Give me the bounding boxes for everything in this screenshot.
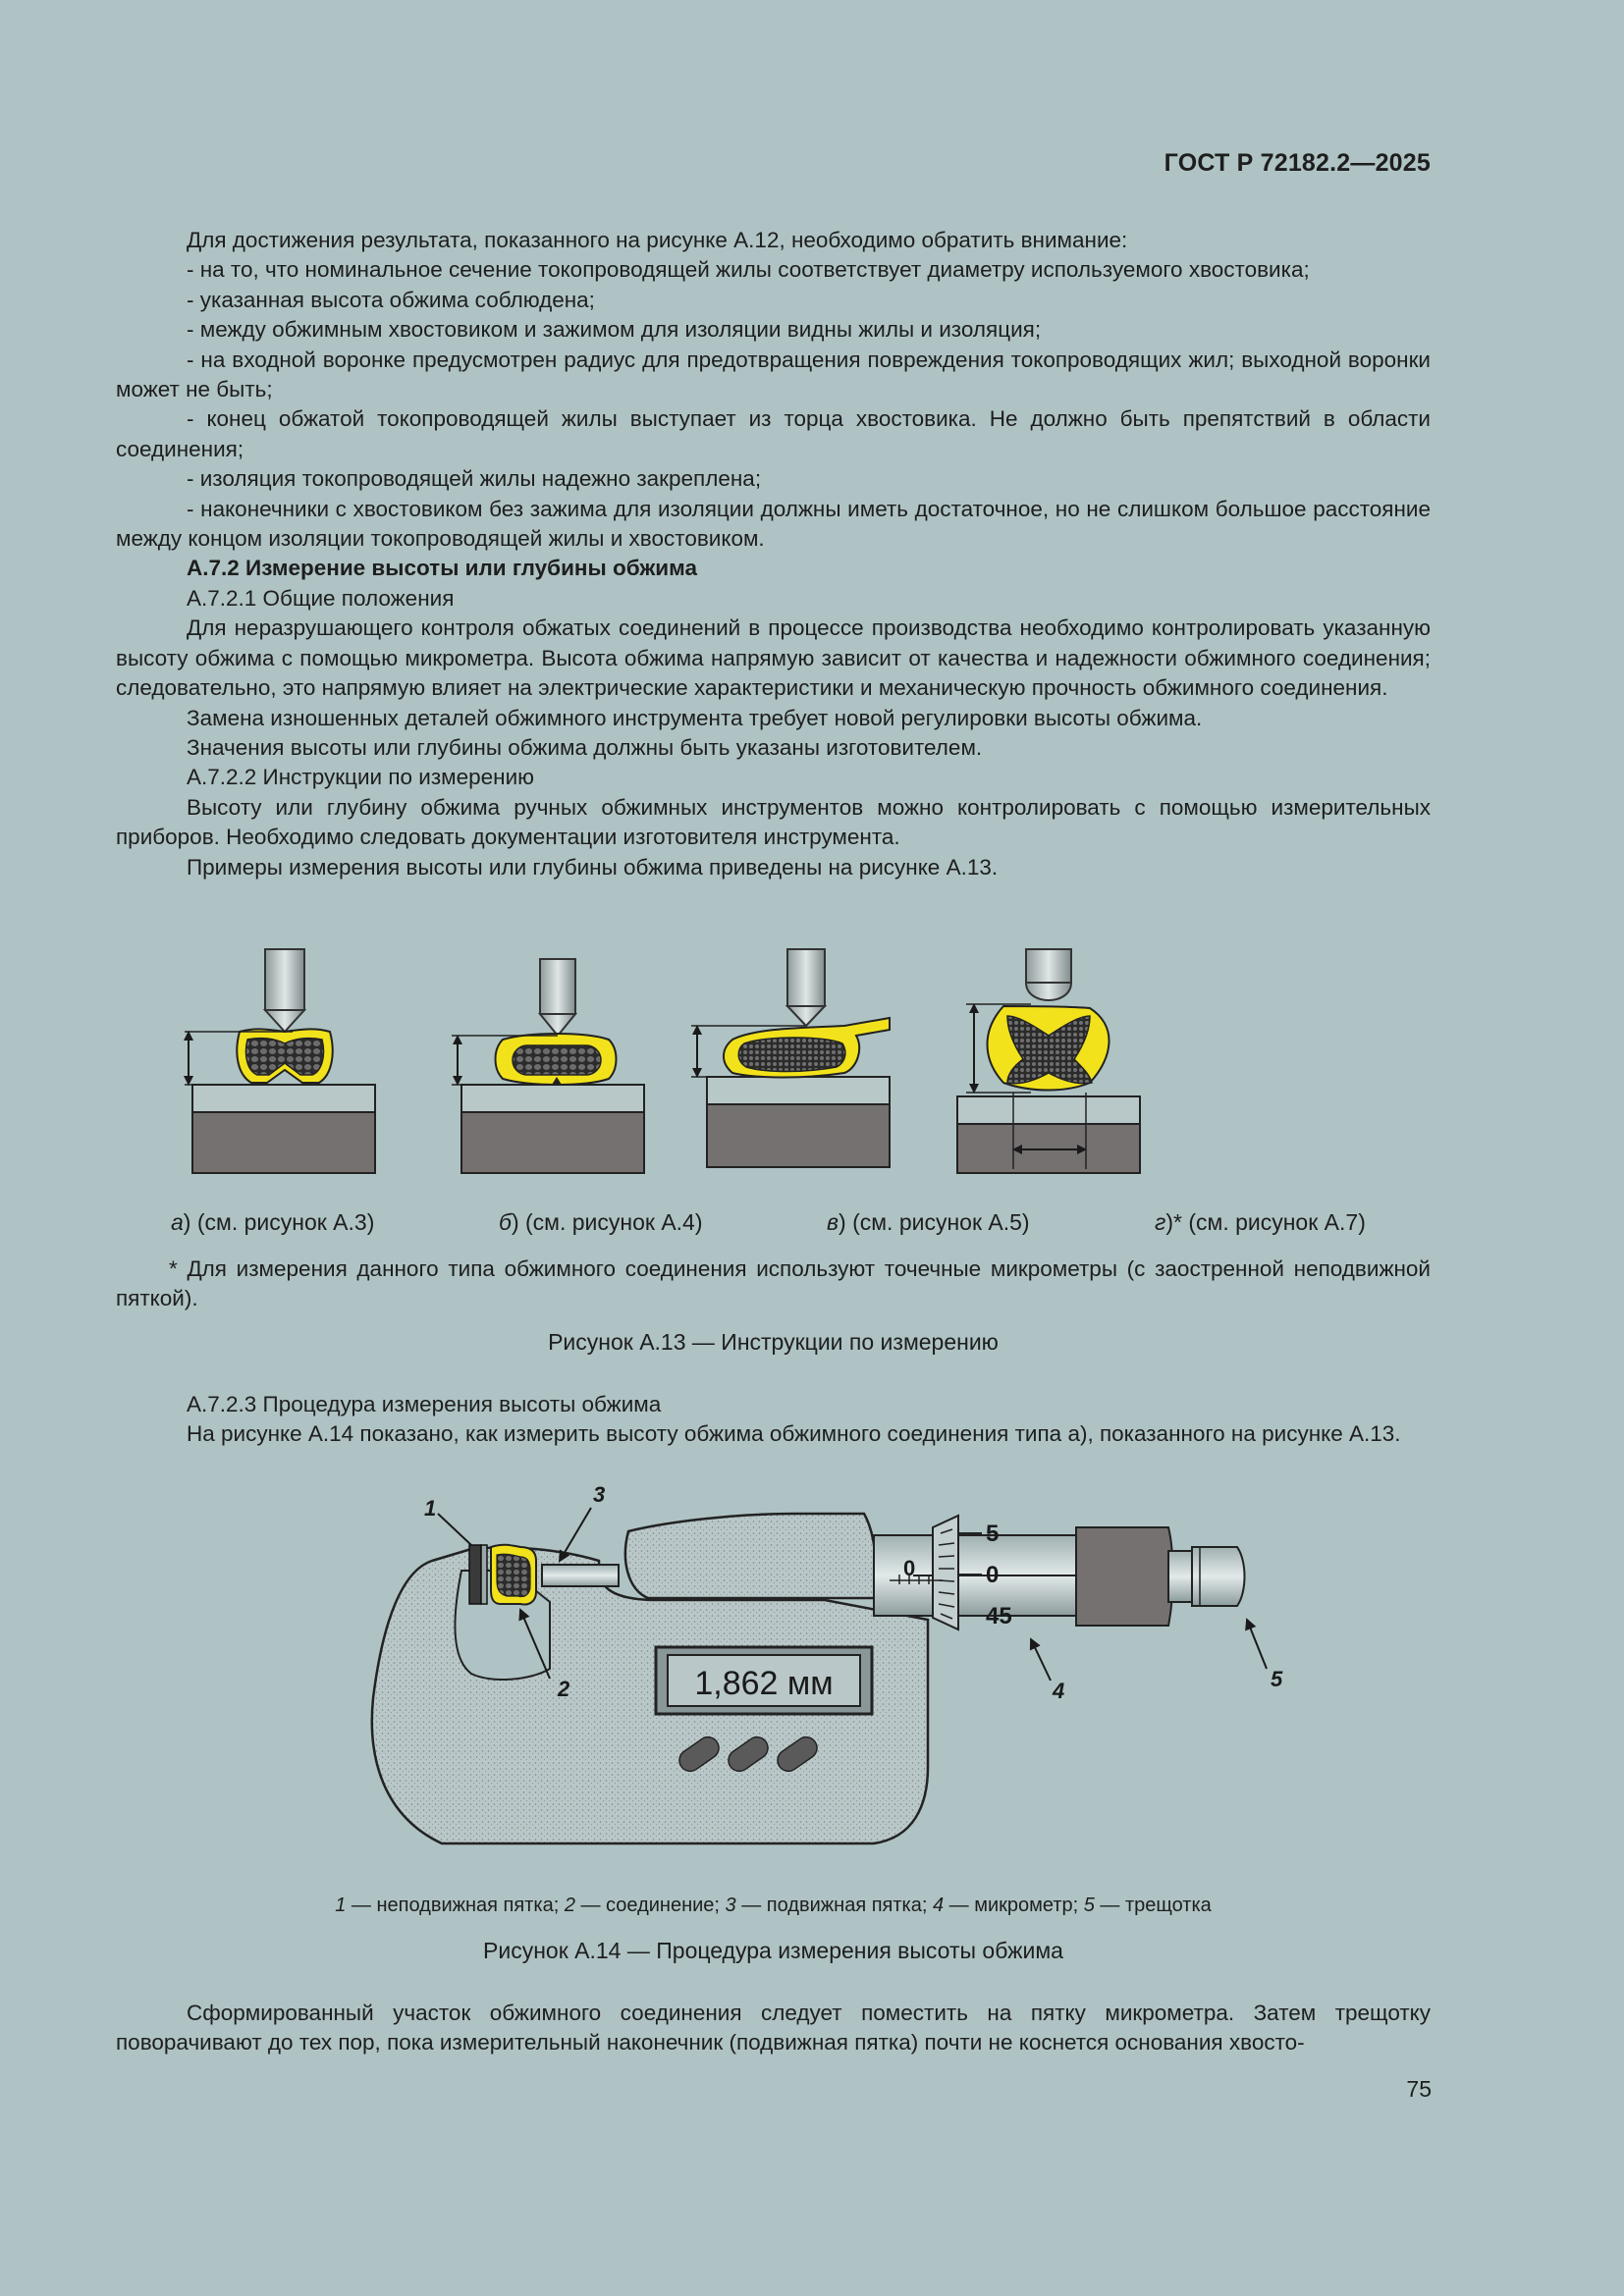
thimble-scale-label: 45 — [986, 1603, 1012, 1629]
figure-13-caption-b: б) (см. рисунок А.4) — [499, 1209, 703, 1235]
section-heading: А.7.2 Измерение высоты или глубины обжима — [187, 556, 697, 581]
section-1 — [116, 226, 1431, 882]
paragraph: Сформированный участок обжимного соединения следует поместить на пятку микрометра. Затем трещотку поворачивают до тех пор, пока измерительный наконечник (подвижная пятка) почти не коснется основания хвосто- — [116, 2001, 1431, 2056]
micrometer-display: 1,862 мм — [694, 1665, 834, 1702]
crimp-type-c — [691, 949, 890, 1167]
list-item: - конец обжатой токопроводящей жилы выступает из торца хвостовика. Не должно быть препятствий в области соединения; — [116, 406, 1431, 461]
figure-13-footnote: * Для измерения данного типа обжимного соединения используют точечные микрометры (с заостренной неподвижной пяткой). — [116, 1256, 1431, 1311]
figure-13-caption-a: а) (см. рисунок А.3) — [171, 1209, 375, 1235]
list-item: - на входной воронке предусмотрен радиус для предотвращения повреждения токопроводящих жил; выходной воронки может не быть; — [116, 347, 1431, 402]
crimp-type-a — [185, 949, 375, 1173]
figure-13-drawing — [118, 937, 1414, 1183]
subsection-heading: А.7.2.3 Процедура измерения высоты обжима — [187, 1392, 662, 1416]
callout-4: 4 — [1053, 1679, 1065, 1703]
callout-1: 1 — [424, 1496, 437, 1521]
sleeve-zero-label: 0 — [903, 1556, 916, 1580]
figure-13-caption-d: г)* (см. рисунок А.7) — [1155, 1209, 1366, 1235]
callout-3: 3 — [593, 1482, 606, 1507]
callout-2: 2 — [558, 1677, 570, 1701]
callout-5: 5 — [1271, 1667, 1283, 1691]
figure-13-caption-c: в) (см. рисунок А.5) — [827, 1209, 1030, 1235]
figure-14-title: Рисунок А.14 — Процедура измерения высоты обжима — [483, 1938, 1063, 1963]
crimp-type-b — [452, 959, 644, 1173]
figure-13-footnote-block — [116, 1255, 1431, 1314]
page-number: 75 — [1406, 2076, 1432, 2102]
closing-block — [116, 1999, 1431, 2058]
list-item: - на то, что номинальное сечение токопроводящей жилы соответствует диаметру используемого хвостовика; — [187, 257, 1310, 283]
paragraph: Замена изношенных деталей обжимного инструмента требует новой регулировки высоты обжима. — [187, 705, 1203, 730]
figure-13-title: Рисунок А.13 — Инструкции по измерению — [548, 1329, 999, 1355]
paragraph: На рисунке А.14 показано, как измерить высоту обжима обжимного соединения типа а), показанного на рисунке А.13. — [187, 1421, 1401, 1447]
thimble-scale-label: 0 — [986, 1562, 1000, 1588]
subsection-heading: А.7.2.2 Инструкции по измерению — [187, 765, 535, 790]
figure-14-legend: 1 — неподвижная пятка; 2 — соединение; 3 — подвижная пятка; 4 — микрометр; 5 — трещотка — [335, 1895, 1212, 1916]
list-item: - наконечники с хвостовиком без зажима для изоляции должны иметь достаточное, но не слишком большое расстояние между концом изоляции токопроводящей жилы и хвостовиком. — [116, 496, 1431, 552]
subsection-heading: А.7.2.1 Общие положения — [187, 585, 455, 611]
section-3 — [116, 1390, 1431, 1450]
paragraph: Примеры измерения высоты или глубины обжима приведены на рисунке А.13. — [187, 854, 999, 880]
list-item: - между обжимным хвостовиком и зажимом для изоляции видны жилы и изоляция; — [187, 317, 1042, 343]
document-code: ГОСТ Р 72182.2—2025 — [1164, 149, 1431, 177]
intro-paragraph: Для достижения результата, показанного на рисунке А.12, необходимо обратить внимание: — [187, 228, 1128, 252]
figure-14-micrometer — [363, 1472, 1306, 1865]
crimp-type-d — [957, 949, 1140, 1173]
list-item: - указанная высота обжима соблюдена; — [187, 287, 595, 312]
paragraph: Значения высоты или глубины обжима должны быть указаны изготовителем. — [187, 734, 983, 760]
paragraph: Высоту или глубину обжима ручных обжимных инструментов можно контролировать с помощью измерительных приборов. Необходимо следовать документации изготовителя инструмента. — [116, 794, 1431, 850]
paragraph: Для неразрушающего контроля обжатых соединений в процессе производства необходимо контролировать указанную высоту обжима с помощью микрометра. Высота обжима напрямую зависит от качества и надежности обжимного соединения; следовательно, это напрямую влияет на электрические характеристики и механическую прочность обжимного соединения. — [116, 615, 1431, 701]
thimble-scale-label: 5 — [986, 1521, 1000, 1547]
list-item: - изоляция токопроводящей жилы надежно закреплена; — [187, 466, 762, 492]
